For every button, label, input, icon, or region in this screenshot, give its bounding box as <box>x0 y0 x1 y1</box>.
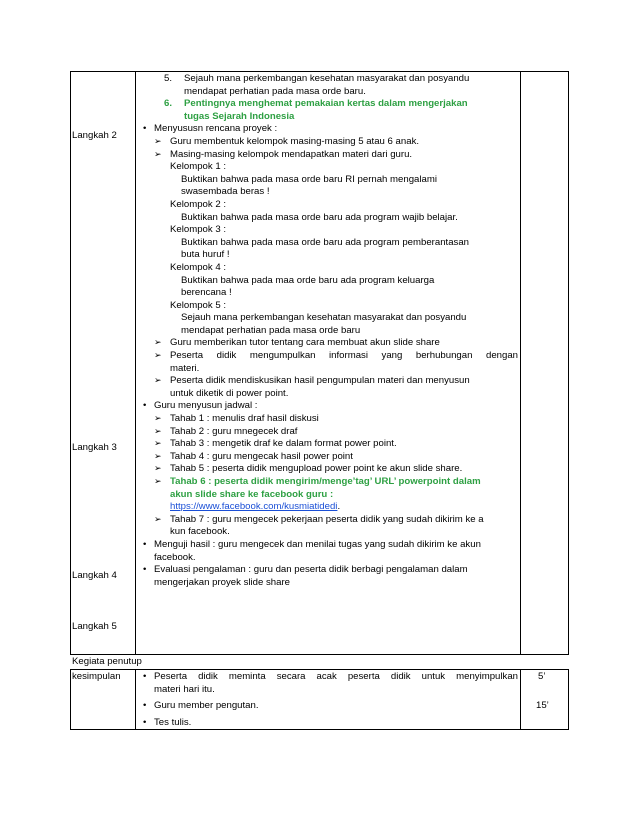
tahap-item: ➢ Tahab 4 : guru mengecak hasil power point <box>154 451 518 464</box>
penutup-table-col-divider-2 <box>520 669 521 729</box>
step-label-langkah-4: Langkah 4 <box>72 570 117 581</box>
langkah2-arrow-item: ➢ Guru memberikan tutor tentang cara membuat akun slide share <box>154 337 518 350</box>
langkah2-arrow-item <box>154 375 518 400</box>
tahap-item-highlight <box>154 476 518 514</box>
link-trailing-punct: . <box>337 501 341 513</box>
penutup-table-left-border <box>70 669 71 729</box>
table-col-divider-2 <box>520 71 521 654</box>
bullet-text: • Peserta didik meminta secara acak peserta didik untuk menyimpulkan <box>154 671 518 682</box>
group-task: Buktikan bahwa pada maa orde baru ada program keluarga <box>181 274 435 286</box>
tahap-text: ➢ Tahab 7 : guru mengecek pekerjaan peserta didik yang sudah dikirim ke a <box>170 513 484 525</box>
tahap-text: ➢ Tahab 6 : peserta didik mengirim/menge’tag’ URL’ powerpoint dalam <box>170 476 481 487</box>
penutup-table-right-border <box>568 669 569 729</box>
arrow-item-text: materi. <box>170 362 200 374</box>
tahap-item: ➢ Tahab 3 : mengetik draf ke dalam format power point. <box>154 438 518 451</box>
group-task: swasembada beras ! <box>181 186 270 198</box>
langkah2-arrow-item: ➢ Masing-masing kelompok mendapatkan materi dari guru. <box>154 149 518 162</box>
intro-item-6-highlight <box>164 98 518 123</box>
tahap-text: kun facebook. <box>170 526 230 538</box>
group-label: Kelompok 5 : <box>170 299 226 311</box>
bullet-text: • Menguji hasil : guru mengecek dan menilai tugas yang sudah dikirim ke akun <box>154 538 481 550</box>
group-task: berencana ! <box>181 287 232 299</box>
tahap-item: ➢ Tahab 5 : peserta didik mengupload power point ke akun slide share. <box>154 463 518 476</box>
group-task: Buktikan bahwa pada masa orde baru ada program wajib belajar. <box>181 211 458 223</box>
langkah4-bullet <box>138 539 518 564</box>
tahap-item <box>154 514 518 539</box>
tahap-item: ➢ Tahab 1 : menulis draf hasil diskusi <box>154 413 518 426</box>
table-col-divider-1 <box>135 71 136 654</box>
group-label: Kelompok 1 : <box>170 161 226 173</box>
bullet-text: • Evaluasi pengalaman : guru dan peserta didik berbagi pengalaman dalam <box>154 564 468 576</box>
bullet-text: facebook. <box>154 551 196 563</box>
time-allocation-1: 5’ <box>538 671 546 682</box>
group-task: buta huruf ! <box>181 249 230 261</box>
group-task: Buktikan bahwa pada masa orde baru RI pernah mengalami <box>181 173 437 185</box>
table-left-border <box>70 71 71 654</box>
intro-item-text: Sejauh mana perkembangan kesehatan masyarakat dan posyandu <box>184 73 470 84</box>
kesimpulan-label: kesimpulan <box>72 671 121 682</box>
group-task: Buktikan bahwa pada masa orde baru ada program pemberantasan <box>181 236 469 248</box>
time-allocation-2: 15’ <box>536 700 549 711</box>
penutup-bullet: • Guru member pengutan. <box>138 700 518 713</box>
arrow-item-text: ➢ Peserta didik mengumpulkan informasi yang berhubungan dengan <box>170 350 518 362</box>
bullet-text: mengerjakan proyek slide share <box>154 576 290 588</box>
group-label: Kelompok 2 : <box>170 198 226 210</box>
penutup-content <box>138 671 518 729</box>
langkah3-bullet: • Guru menyusun jadwal : <box>138 400 518 413</box>
step-label-langkah-2: Langkah 2 <box>72 130 117 141</box>
intro-item-number: 6. <box>164 98 173 110</box>
intro-item-5 <box>164 73 518 98</box>
penutup-bullet: • Tes tulis. <box>138 717 518 730</box>
penutup-table-col-divider-1 <box>135 669 136 729</box>
group-task: Sejauh mana perkembangan kesehatan masyarakat dan posyandu <box>181 312 467 324</box>
langkah5-bullet <box>138 564 518 589</box>
tahap-text: akun slide share ke facebook guru : <box>170 488 334 500</box>
group-task: mendapat perhatian pada masa orde baru <box>181 324 361 336</box>
group-label: Kelompok 4 : <box>170 261 226 273</box>
arrow-item-text: ➢ Peserta didik mendiskusikan hasil pengumpulan materi dan menyusun <box>170 375 470 387</box>
section-heading-penutup: Kegiata penutup <box>72 656 142 667</box>
intro-item-number: 5. <box>164 73 173 84</box>
table-right-border <box>568 71 569 654</box>
arrow-item-text: untuk diketik di power point. <box>170 387 289 399</box>
table-bottom-border <box>70 654 569 655</box>
langkah2-arrow-item <box>154 350 518 375</box>
langkah2-arrow-item: ➢ Guru membentuk kelompok masing-masing 5 atau 6 anak. <box>154 136 518 149</box>
tahap-item: ➢ Tahab 2 : guru mnegecek draf <box>154 426 518 439</box>
activity-content <box>138 73 518 589</box>
intro-item-text: mendapat perhatian pada masa orde baru. <box>184 85 366 97</box>
penutup-table-top-border <box>70 669 569 670</box>
bullet-text: materi hari itu. <box>154 683 215 695</box>
intro-item-text: tugas Sejarah Indonesia <box>184 110 295 122</box>
langkah2-bullet: • Menyususn rencana proyek : <box>138 123 518 136</box>
table-top-border <box>70 71 569 72</box>
step-label-langkah-3: Langkah 3 <box>72 442 117 453</box>
group-label: Kelompok 3 : <box>170 224 226 236</box>
facebook-link[interactable]: https://www.facebook.com/kusmiatidedi <box>170 501 338 513</box>
intro-item-text: Pentingnya menghemat pemakaian kertas dalam mengerjakan <box>184 98 468 110</box>
step-label-langkah-5: Langkah 5 <box>72 621 117 632</box>
penutup-bullet <box>138 671 518 696</box>
